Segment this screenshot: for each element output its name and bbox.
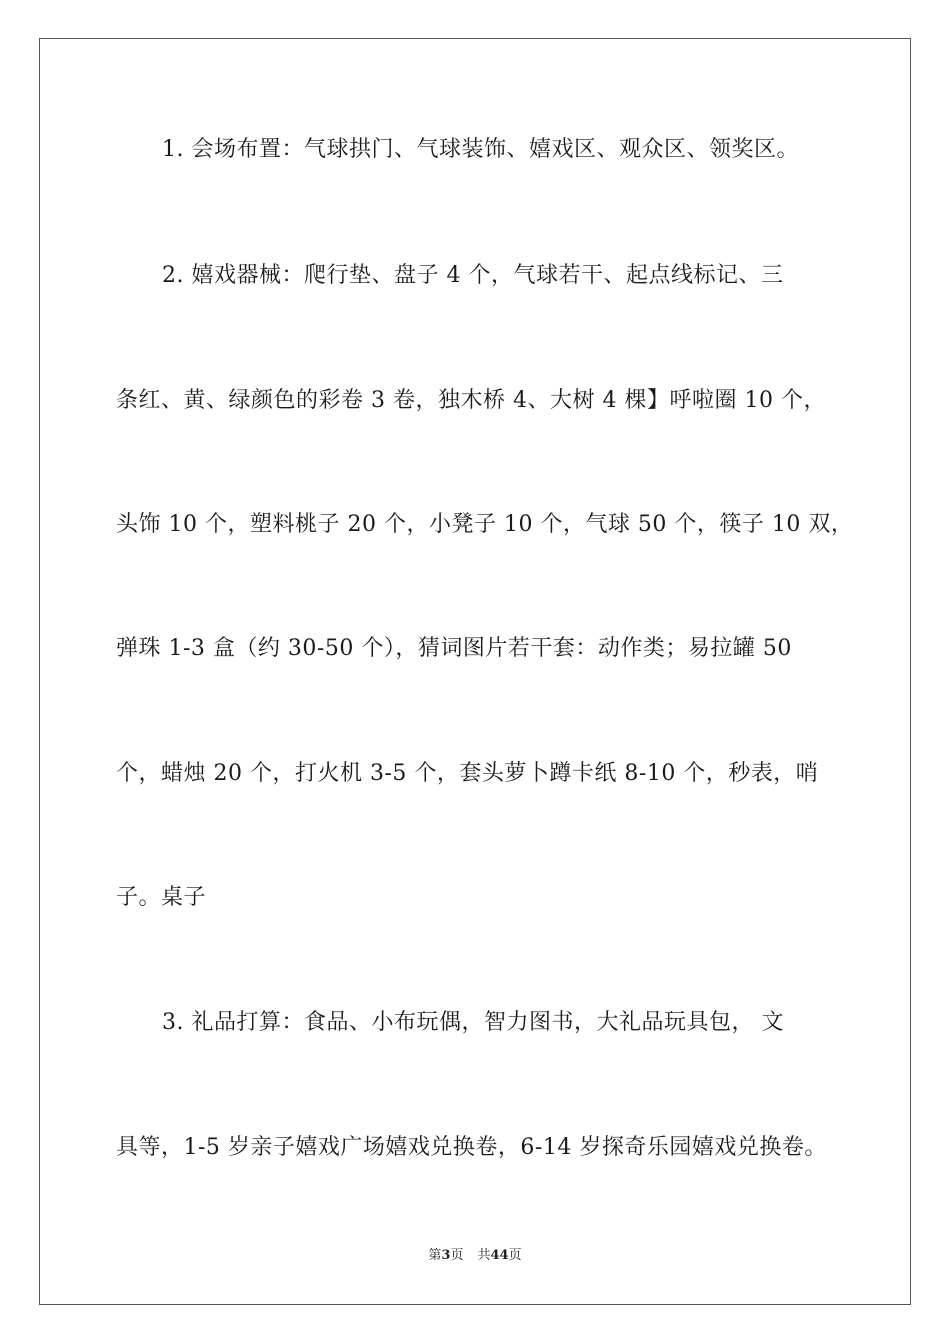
paragraph-2-line-5: 个，蜡烛 20 个，打火机 3-5 个，套头萝卜蹲卡纸 8-10 个，秒表，哨 <box>116 761 819 786</box>
page-total-suffix: 页 <box>508 1248 522 1263</box>
paragraph-2-line-1: 2. 嬉戏器械：爬行垫、盘子 4 个，气球若干、起点线标记、三 <box>162 263 784 288</box>
paragraph-2-line-3: 头饰 10 个，塑料桃子 20 个，小凳子 10 个，气球 50 个，筷子 10 双， <box>116 512 854 537</box>
page-number-current: 3 <box>441 1248 451 1263</box>
page-number-total: 44 <box>490 1248 509 1263</box>
paragraph-2-line-4: 弹珠 1-3 盒（约 30-50 个），猜词图片若干套：动作类；易拉罐 50 <box>116 636 792 661</box>
page-border <box>39 38 911 1305</box>
page-footer <box>0 1246 950 1266</box>
page-total-prefix: 共 <box>477 1248 491 1263</box>
paragraph-2-line-6: 子。桌子 <box>116 885 207 910</box>
paragraph-3-line-1: 3. 礼品打算：食品、小布玩偶，智力图书，大礼品玩具包， 文 <box>162 1010 784 1035</box>
page-number-prefix: 第 <box>428 1248 442 1263</box>
paragraph-3-line-2: 具等，1-5 岁亲子嬉戏广场嬉戏兑换卷，6-14 岁探奇乐园嬉戏兑换卷。 <box>116 1135 827 1160</box>
page-number-suffix: 页 <box>450 1248 464 1263</box>
paragraph-2-line-2: 条红、黄、绿颜色的彩卷 3 卷，独木桥 4、大树 4 棵】呼啦圈 10 个， <box>116 388 826 413</box>
paragraph-1-line-1: 1. 会场布置：气球拱门、气球装饰、嬉戏区、观众区、领奖区。 <box>162 137 799 162</box>
